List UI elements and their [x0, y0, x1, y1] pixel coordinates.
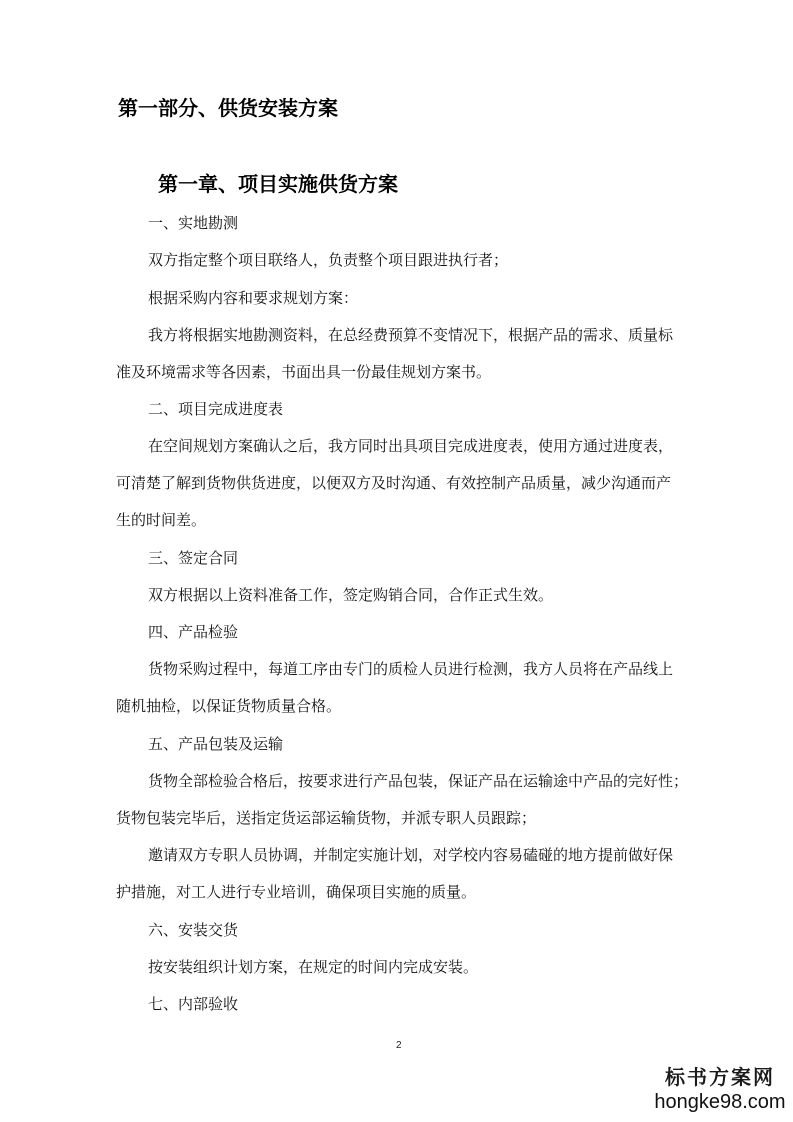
paragraph-line: 准及环境需求等各因素，书面出具一份最佳规划方案书。	[116, 363, 492, 381]
paragraph-line: 在空间规划方案确认之后，我方同时出具项目完成进度表，使用方通过进度表，	[148, 437, 674, 455]
paragraph-line: 护措施，对工人进行专业培训，确保项目实施的质量。	[116, 883, 477, 901]
paragraph-line: 我方将根据实地勘测资料，在总经费预算不变情况下，根据产品的需求、质量标	[148, 326, 674, 344]
section-heading: 七、内部验收	[148, 995, 239, 1013]
paragraph-line: 双方根据以上资料准备工作，签定购销合同，合作正式生效。	[148, 586, 554, 604]
paragraph-line: 邀请双方专职人员协调，并制定实施计划，对学校内容易磕碰的地方提前做好保	[148, 846, 674, 864]
watermark-url: hongke98.com	[654, 1091, 786, 1113]
page-number: 2	[396, 1040, 402, 1051]
chapter-title: 第一章、项目实施供货方案	[158, 172, 398, 196]
section-heading: 一、实地勘测	[148, 214, 239, 232]
section-heading: 三、签定合同	[148, 549, 239, 567]
paragraph-line: 随机抽检，以保证货物质量合格。	[116, 697, 342, 715]
watermark-title: 标书方案网	[665, 1065, 775, 1089]
paragraph-line: 货物全部检验合格后，按要求进行产品包装，保证产品在运输途中产品的完好性；	[148, 772, 689, 790]
paragraph-line: 双方指定整个项目联络人，负责整个项目跟进执行者；	[148, 251, 509, 269]
section-heading: 二、项目完成进度表	[148, 400, 284, 418]
paragraph-line: 货物包装完毕后，送指定货运部运输货物，并派专职人员跟踪；	[116, 809, 537, 827]
paragraph-line: 可清楚了解到货物供货进度，以便双方及时沟通、有效控制产品质量，减少沟通而产	[116, 474, 672, 492]
paragraph-line: 货物采购过程中，每道工序由专门的质检人员进行检测，我方人员将在产品线上	[148, 660, 674, 678]
paragraph-line: 根据采购内容和要求规划方案：	[148, 289, 359, 307]
paragraph-line: 生的时间差。	[116, 511, 207, 529]
section-heading: 五、产品包装及运输	[148, 735, 284, 753]
paragraph-line: 按安装组织计划方案，在规定的时间内完成安装。	[148, 958, 479, 976]
part-title: 第一部分、供货安装方案	[118, 96, 338, 120]
section-heading: 六、安装交货	[148, 921, 239, 939]
site-watermark	[652, 1064, 788, 1114]
section-heading: 四、产品检验	[148, 623, 239, 641]
